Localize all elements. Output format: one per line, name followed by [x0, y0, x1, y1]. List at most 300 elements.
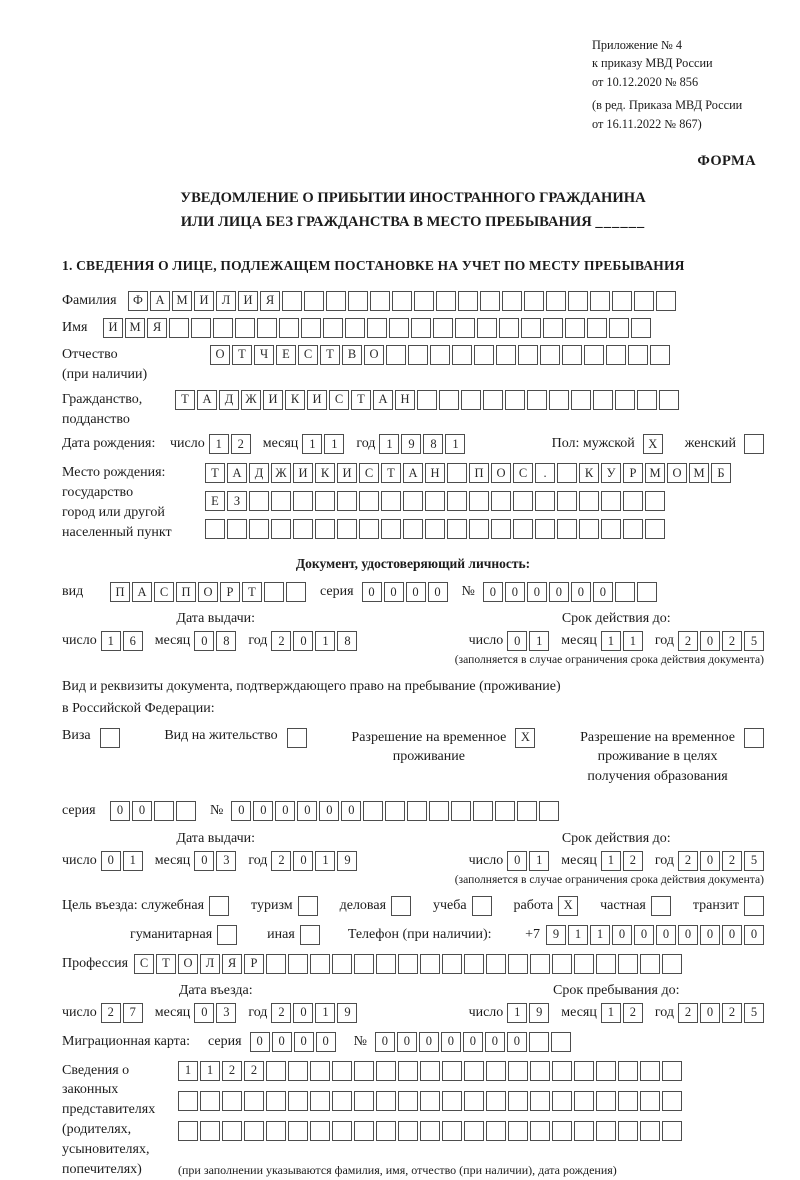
- char-cell[interactable]: [744, 434, 764, 454]
- char-cell[interactable]: [354, 954, 374, 974]
- char-cell[interactable]: [552, 1061, 572, 1081]
- char-cell[interactable]: Т: [175, 390, 195, 410]
- char-cell[interactable]: 0: [316, 1032, 336, 1052]
- char-cell[interactable]: [473, 801, 493, 821]
- char-cell[interactable]: [447, 463, 467, 483]
- char-cell[interactable]: С: [298, 345, 318, 365]
- char-cell[interactable]: [615, 582, 635, 602]
- char-cell[interactable]: А: [373, 390, 393, 410]
- char-cell[interactable]: [176, 801, 196, 821]
- char-cell[interactable]: [178, 1091, 198, 1111]
- char-cell[interactable]: [552, 1091, 572, 1111]
- char-cell[interactable]: [662, 1121, 682, 1141]
- char-cell[interactable]: Т: [242, 582, 262, 602]
- char-cell[interactable]: 6: [123, 631, 143, 651]
- char-cell[interactable]: [326, 291, 346, 311]
- char-cell[interactable]: 2: [722, 631, 742, 651]
- char-cell[interactable]: 0: [375, 1032, 395, 1052]
- char-cell[interactable]: 0: [441, 1032, 461, 1052]
- char-cell[interactable]: [486, 1121, 506, 1141]
- char-cell[interactable]: 9: [337, 1003, 357, 1023]
- char-cell[interactable]: [496, 345, 516, 365]
- char-cell[interactable]: [618, 1121, 638, 1141]
- char-cell[interactable]: А: [197, 390, 217, 410]
- char-cell[interactable]: 0: [362, 582, 382, 602]
- char-cell[interactable]: 5: [744, 631, 764, 651]
- char-cell[interactable]: М: [689, 463, 709, 483]
- char-cell[interactable]: К: [579, 463, 599, 483]
- char-cell[interactable]: [480, 291, 500, 311]
- char-cell[interactable]: [549, 390, 569, 410]
- char-cell[interactable]: [200, 1121, 220, 1141]
- char-cell[interactable]: [593, 390, 613, 410]
- char-cell[interactable]: 0: [463, 1032, 483, 1052]
- char-cell[interactable]: Л: [216, 291, 236, 311]
- char-cell[interactable]: [650, 345, 670, 365]
- char-cell[interactable]: [376, 1091, 396, 1111]
- char-cell[interactable]: [517, 801, 537, 821]
- char-cell[interactable]: .: [535, 463, 555, 483]
- char-cell[interactable]: [323, 318, 343, 338]
- char-cell[interactable]: Б: [711, 463, 731, 483]
- char-cell[interactable]: [628, 345, 648, 365]
- char-cell[interactable]: 0: [549, 582, 569, 602]
- char-cell[interactable]: 2: [678, 631, 698, 651]
- char-cell[interactable]: 0: [571, 582, 591, 602]
- char-cell[interactable]: И: [238, 291, 258, 311]
- char-cell[interactable]: [363, 801, 383, 821]
- char-cell[interactable]: [332, 954, 352, 974]
- char-cell[interactable]: [249, 491, 269, 511]
- char-cell[interactable]: 2: [222, 1061, 242, 1081]
- char-cell[interactable]: П: [469, 463, 489, 483]
- char-cell[interactable]: [656, 291, 676, 311]
- char-cell[interactable]: [557, 519, 577, 539]
- char-cell[interactable]: А: [150, 291, 170, 311]
- char-cell[interactable]: Я: [147, 318, 167, 338]
- char-cell[interactable]: [417, 390, 437, 410]
- char-cell[interactable]: [282, 291, 302, 311]
- char-cell[interactable]: 0: [507, 1032, 527, 1052]
- char-cell[interactable]: [552, 1121, 572, 1141]
- char-cell[interactable]: [354, 1121, 374, 1141]
- char-cell[interactable]: [332, 1091, 352, 1111]
- char-cell[interactable]: [530, 954, 550, 974]
- char-cell[interactable]: [310, 1061, 330, 1081]
- char-cell[interactable]: [596, 954, 616, 974]
- char-cell[interactable]: 2: [101, 1003, 121, 1023]
- char-cell[interactable]: Ф: [128, 291, 148, 311]
- char-cell[interactable]: 1: [590, 925, 610, 945]
- char-cell[interactable]: С: [134, 954, 154, 974]
- char-cell[interactable]: 2: [623, 851, 643, 871]
- char-cell[interactable]: Я: [222, 954, 242, 974]
- char-cell[interactable]: [744, 896, 764, 916]
- char-cell[interactable]: 0: [700, 851, 720, 871]
- char-cell[interactable]: [209, 896, 229, 916]
- char-cell[interactable]: 2: [271, 851, 291, 871]
- char-cell[interactable]: 0: [507, 631, 527, 651]
- char-cell[interactable]: Ч: [254, 345, 274, 365]
- char-cell[interactable]: [359, 491, 379, 511]
- char-cell[interactable]: 0: [678, 925, 698, 945]
- char-cell[interactable]: П: [176, 582, 196, 602]
- char-cell[interactable]: Т: [205, 463, 225, 483]
- char-cell[interactable]: С: [513, 463, 533, 483]
- char-cell[interactable]: [452, 345, 472, 365]
- char-cell[interactable]: 2: [271, 631, 291, 651]
- char-cell[interactable]: 0: [700, 1003, 720, 1023]
- char-cell[interactable]: [601, 519, 621, 539]
- char-cell[interactable]: О: [491, 463, 511, 483]
- char-cell[interactable]: [483, 390, 503, 410]
- char-cell[interactable]: [315, 519, 335, 539]
- char-cell[interactable]: [574, 1091, 594, 1111]
- char-cell[interactable]: [376, 954, 396, 974]
- char-cell[interactable]: 0: [700, 631, 720, 651]
- char-cell[interactable]: 3: [216, 851, 236, 871]
- char-cell[interactable]: [469, 519, 489, 539]
- char-cell[interactable]: Л: [200, 954, 220, 974]
- char-cell[interactable]: 1: [315, 1003, 335, 1023]
- char-cell[interactable]: 0: [384, 582, 404, 602]
- char-cell[interactable]: [304, 291, 324, 311]
- char-cell[interactable]: [266, 954, 286, 974]
- char-cell[interactable]: [590, 291, 610, 311]
- char-cell[interactable]: [623, 491, 643, 511]
- char-cell[interactable]: 0: [101, 851, 121, 871]
- char-cell[interactable]: [392, 291, 412, 311]
- char-cell[interactable]: 1: [568, 925, 588, 945]
- char-cell[interactable]: [518, 345, 538, 365]
- char-cell[interactable]: 1: [623, 631, 643, 651]
- char-cell[interactable]: [332, 1061, 352, 1081]
- char-cell[interactable]: Р: [623, 463, 643, 483]
- char-cell[interactable]: 2: [722, 851, 742, 871]
- char-cell[interactable]: 0: [428, 582, 448, 602]
- char-cell[interactable]: [288, 954, 308, 974]
- char-cell[interactable]: 0: [294, 1032, 314, 1052]
- char-cell[interactable]: [100, 728, 120, 748]
- char-cell[interactable]: Д: [249, 463, 269, 483]
- char-cell[interactable]: [508, 1091, 528, 1111]
- char-cell[interactable]: 2: [271, 1003, 291, 1023]
- char-cell[interactable]: [596, 1091, 616, 1111]
- char-cell[interactable]: И: [293, 463, 313, 483]
- char-cell[interactable]: 2: [244, 1061, 264, 1081]
- char-cell[interactable]: 9: [546, 925, 566, 945]
- char-cell[interactable]: [662, 1061, 682, 1081]
- char-cell[interactable]: 1: [529, 631, 549, 651]
- char-cell[interactable]: [535, 491, 555, 511]
- char-cell[interactable]: К: [315, 463, 335, 483]
- char-cell[interactable]: [645, 519, 665, 539]
- char-cell[interactable]: [398, 1091, 418, 1111]
- char-cell[interactable]: [376, 1121, 396, 1141]
- char-cell[interactable]: [359, 519, 379, 539]
- char-cell[interactable]: М: [645, 463, 665, 483]
- char-cell[interactable]: 1: [302, 434, 322, 454]
- char-cell[interactable]: [354, 1091, 374, 1111]
- char-cell[interactable]: И: [103, 318, 123, 338]
- char-cell[interactable]: 5: [744, 1003, 764, 1023]
- char-cell[interactable]: 0: [253, 801, 273, 821]
- char-cell[interactable]: 0: [275, 801, 295, 821]
- char-cell[interactable]: 0: [406, 582, 426, 602]
- char-cell[interactable]: [574, 1121, 594, 1141]
- char-cell[interactable]: [420, 1091, 440, 1111]
- char-cell[interactable]: 0: [110, 801, 130, 821]
- char-cell[interactable]: [491, 491, 511, 511]
- char-cell[interactable]: [442, 1061, 462, 1081]
- char-cell[interactable]: 9: [401, 434, 421, 454]
- char-cell[interactable]: [574, 954, 594, 974]
- char-cell[interactable]: 0: [593, 582, 613, 602]
- char-cell[interactable]: 1: [601, 1003, 621, 1023]
- char-cell[interactable]: [403, 491, 423, 511]
- char-cell[interactable]: С: [359, 463, 379, 483]
- char-cell[interactable]: [469, 491, 489, 511]
- char-cell[interactable]: [464, 1091, 484, 1111]
- char-cell[interactable]: [477, 318, 497, 338]
- char-cell[interactable]: [200, 1091, 220, 1111]
- char-cell[interactable]: 0: [297, 801, 317, 821]
- char-cell[interactable]: [662, 1091, 682, 1111]
- char-cell[interactable]: [391, 896, 411, 916]
- char-cell[interactable]: [298, 896, 318, 916]
- char-cell[interactable]: Д: [219, 390, 239, 410]
- char-cell[interactable]: 2: [231, 434, 251, 454]
- char-cell[interactable]: У: [601, 463, 621, 483]
- char-cell[interactable]: [407, 801, 427, 821]
- char-cell[interactable]: 0: [231, 801, 251, 821]
- char-cell[interactable]: [389, 318, 409, 338]
- char-cell[interactable]: 0: [250, 1032, 270, 1052]
- char-cell[interactable]: Е: [276, 345, 296, 365]
- char-cell[interactable]: [474, 345, 494, 365]
- char-cell[interactable]: [264, 582, 284, 602]
- char-cell[interactable]: [266, 1121, 286, 1141]
- char-cell[interactable]: 0: [194, 851, 214, 871]
- char-cell[interactable]: [539, 801, 559, 821]
- char-cell[interactable]: [288, 1061, 308, 1081]
- char-cell[interactable]: [279, 318, 299, 338]
- char-cell[interactable]: М: [125, 318, 145, 338]
- char-cell[interactable]: [300, 925, 320, 945]
- char-cell[interactable]: 0: [505, 582, 525, 602]
- char-cell[interactable]: [486, 954, 506, 974]
- char-cell[interactable]: [579, 519, 599, 539]
- char-cell[interactable]: 0: [132, 801, 152, 821]
- char-cell[interactable]: [571, 390, 591, 410]
- char-cell[interactable]: [213, 318, 233, 338]
- char-cell[interactable]: [579, 491, 599, 511]
- char-cell[interactable]: 0: [293, 631, 313, 651]
- char-cell[interactable]: Н: [395, 390, 415, 410]
- char-cell[interactable]: [618, 1091, 638, 1111]
- char-cell[interactable]: [154, 801, 174, 821]
- char-cell[interactable]: [502, 291, 522, 311]
- char-cell[interactable]: [637, 390, 657, 410]
- char-cell[interactable]: [524, 291, 544, 311]
- char-cell[interactable]: [513, 491, 533, 511]
- char-cell[interactable]: [425, 519, 445, 539]
- char-cell[interactable]: [442, 954, 462, 974]
- char-cell[interactable]: [169, 318, 189, 338]
- char-cell[interactable]: 2: [722, 1003, 742, 1023]
- char-cell[interactable]: [584, 345, 604, 365]
- char-cell[interactable]: [288, 1091, 308, 1111]
- char-cell[interactable]: 9: [337, 851, 357, 871]
- char-cell[interactable]: [455, 318, 475, 338]
- char-cell[interactable]: 0: [656, 925, 676, 945]
- char-cell[interactable]: П: [110, 582, 130, 602]
- char-cell[interactable]: [565, 318, 585, 338]
- char-cell[interactable]: [442, 1121, 462, 1141]
- char-cell[interactable]: [557, 491, 577, 511]
- char-cell[interactable]: [601, 491, 621, 511]
- char-cell[interactable]: [596, 1121, 616, 1141]
- char-cell[interactable]: Т: [320, 345, 340, 365]
- char-cell[interactable]: Е: [205, 491, 225, 511]
- char-cell[interactable]: [385, 801, 405, 821]
- char-cell[interactable]: 1: [379, 434, 399, 454]
- char-cell[interactable]: С: [329, 390, 349, 410]
- char-cell[interactable]: [486, 1091, 506, 1111]
- char-cell[interactable]: [286, 582, 306, 602]
- char-cell[interactable]: [640, 1061, 660, 1081]
- char-cell[interactable]: [235, 318, 255, 338]
- char-cell[interactable]: Р: [220, 582, 240, 602]
- char-cell[interactable]: [529, 1032, 549, 1052]
- char-cell[interactable]: [381, 491, 401, 511]
- char-cell[interactable]: [222, 1091, 242, 1111]
- char-cell[interactable]: [425, 491, 445, 511]
- char-cell[interactable]: С: [154, 582, 174, 602]
- char-cell[interactable]: [527, 390, 547, 410]
- char-cell[interactable]: [662, 954, 682, 974]
- char-cell[interactable]: 0: [194, 631, 214, 651]
- char-cell[interactable]: [508, 1061, 528, 1081]
- char-cell[interactable]: [310, 954, 330, 974]
- char-cell[interactable]: [348, 291, 368, 311]
- char-cell[interactable]: О: [667, 463, 687, 483]
- char-cell[interactable]: [645, 491, 665, 511]
- char-cell[interactable]: 0: [722, 925, 742, 945]
- char-cell[interactable]: [596, 1061, 616, 1081]
- char-cell[interactable]: [513, 519, 533, 539]
- char-cell[interactable]: [178, 1121, 198, 1141]
- char-cell[interactable]: 0: [397, 1032, 417, 1052]
- char-cell[interactable]: Т: [156, 954, 176, 974]
- char-cell[interactable]: [587, 318, 607, 338]
- char-cell[interactable]: Т: [381, 463, 401, 483]
- char-cell[interactable]: 1: [209, 434, 229, 454]
- char-cell[interactable]: [568, 291, 588, 311]
- char-cell[interactable]: [623, 519, 643, 539]
- char-cell[interactable]: [310, 1091, 330, 1111]
- char-cell[interactable]: [637, 582, 657, 602]
- char-cell[interactable]: Ж: [241, 390, 261, 410]
- char-cell[interactable]: А: [132, 582, 152, 602]
- char-cell[interactable]: [386, 345, 406, 365]
- char-cell[interactable]: М: [172, 291, 192, 311]
- char-cell[interactable]: И: [194, 291, 214, 311]
- char-cell[interactable]: [464, 1061, 484, 1081]
- char-cell[interactable]: Т: [232, 345, 252, 365]
- char-cell[interactable]: [505, 390, 525, 410]
- char-cell[interactable]: [332, 1121, 352, 1141]
- char-cell[interactable]: [521, 318, 541, 338]
- char-cell[interactable]: [271, 519, 291, 539]
- char-cell[interactable]: [640, 954, 660, 974]
- char-cell[interactable]: 0: [194, 1003, 214, 1023]
- char-cell[interactable]: [381, 519, 401, 539]
- char-cell[interactable]: К: [285, 390, 305, 410]
- char-cell[interactable]: [615, 390, 635, 410]
- char-cell[interactable]: [640, 1121, 660, 1141]
- char-cell[interactable]: 8: [423, 434, 443, 454]
- char-cell[interactable]: [257, 318, 277, 338]
- char-cell[interactable]: 0: [612, 925, 632, 945]
- char-cell[interactable]: [562, 345, 582, 365]
- char-cell[interactable]: 1: [123, 851, 143, 871]
- char-cell[interactable]: [310, 1121, 330, 1141]
- char-cell[interactable]: [337, 491, 357, 511]
- char-cell[interactable]: [288, 1121, 308, 1141]
- char-cell[interactable]: Н: [425, 463, 445, 483]
- char-cell[interactable]: [609, 318, 629, 338]
- char-cell[interactable]: 9: [529, 1003, 549, 1023]
- char-cell[interactable]: [414, 291, 434, 311]
- char-cell[interactable]: [530, 1061, 550, 1081]
- char-cell[interactable]: 1: [601, 851, 621, 871]
- char-cell[interactable]: [244, 1091, 264, 1111]
- char-cell[interactable]: [411, 318, 431, 338]
- char-cell[interactable]: А: [227, 463, 247, 483]
- char-cell[interactable]: 0: [700, 925, 720, 945]
- char-cell[interactable]: 1: [315, 631, 335, 651]
- char-cell[interactable]: [266, 1091, 286, 1111]
- char-cell[interactable]: 0: [483, 582, 503, 602]
- char-cell[interactable]: [301, 318, 321, 338]
- char-cell[interactable]: [433, 318, 453, 338]
- char-cell[interactable]: [447, 519, 467, 539]
- char-cell[interactable]: Т: [351, 390, 371, 410]
- char-cell[interactable]: X: [558, 896, 578, 916]
- char-cell[interactable]: [244, 1121, 264, 1141]
- char-cell[interactable]: [436, 291, 456, 311]
- char-cell[interactable]: [451, 801, 471, 821]
- char-cell[interactable]: 1: [315, 851, 335, 871]
- char-cell[interactable]: 0: [485, 1032, 505, 1052]
- char-cell[interactable]: [205, 519, 225, 539]
- char-cell[interactable]: О: [210, 345, 230, 365]
- char-cell[interactable]: О: [178, 954, 198, 974]
- char-cell[interactable]: 1: [601, 631, 621, 651]
- char-cell[interactable]: [271, 491, 291, 511]
- char-cell[interactable]: [552, 954, 572, 974]
- char-cell[interactable]: [464, 954, 484, 974]
- char-cell[interactable]: [367, 318, 387, 338]
- char-cell[interactable]: 0: [744, 925, 764, 945]
- char-cell[interactable]: 8: [337, 631, 357, 651]
- char-cell[interactable]: X: [515, 728, 535, 748]
- char-cell[interactable]: [495, 801, 515, 821]
- char-cell[interactable]: [499, 318, 519, 338]
- char-cell[interactable]: [486, 1061, 506, 1081]
- char-cell[interactable]: [442, 1091, 462, 1111]
